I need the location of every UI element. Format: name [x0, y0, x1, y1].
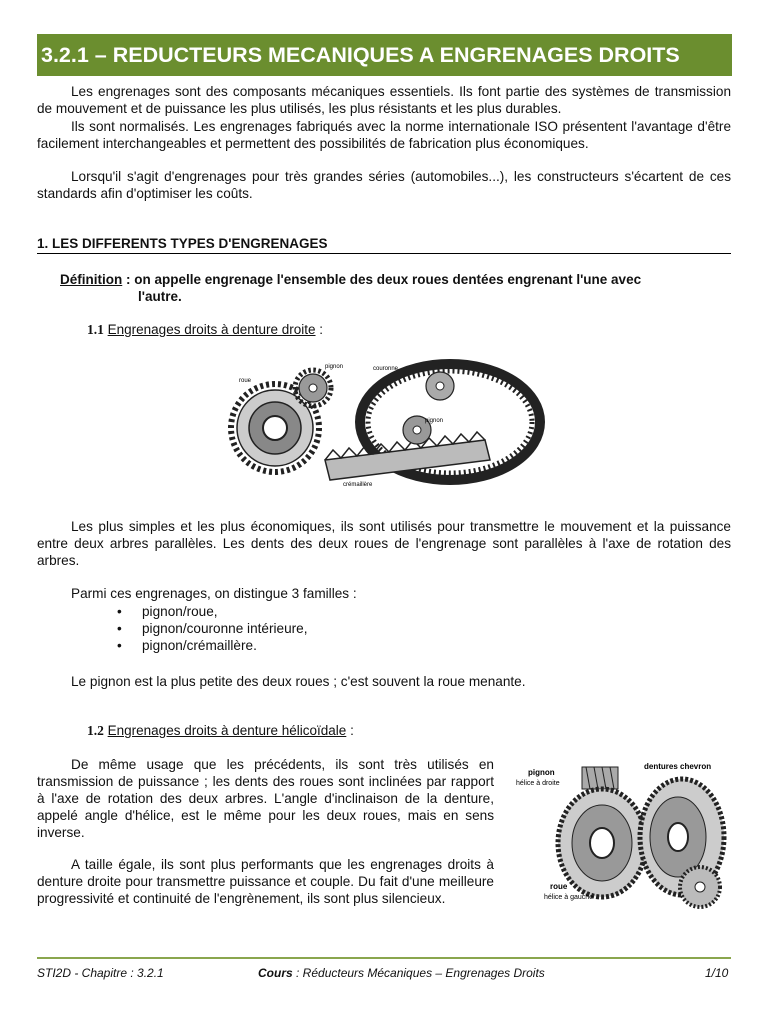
fig2-label-roue-sub: hélice à gauche: [544, 894, 594, 901]
list-item: • pignon/roue,: [117, 603, 308, 620]
chevron-gear-drawing: [640, 779, 724, 907]
families-intro: Parmi ces engrenages, on distingue 3 familles :: [71, 586, 357, 601]
footer-page-number: 1/10: [705, 966, 729, 980]
families-list: [117, 603, 308, 654]
definition-label: Définition: [60, 272, 123, 287]
fig2-label-roue: roue: [550, 882, 568, 891]
spur-gears-figure: [225, 350, 545, 510]
subsection-heading-1-1: [87, 322, 323, 338]
helical-gears-figure: [510, 755, 732, 915]
pignon-note: Le pignon est la plus petite des deux roues ; c'est souvent la roue menante.: [71, 674, 526, 689]
helical-paragraph-2: A taille égale, ils sont plus performants que les engrenages droits à denture droite pour transmettre puissance et couple. Du fait d'une meilleure progressivité et continuité de l'engrènement, ils sont plus silencieux.: [37, 857, 494, 906]
fig1-label-pignon: pignon: [325, 364, 344, 370]
intro-paragraph-2: Ils sont normalisés. Les engrenages fabriqués avec la norme internationale ISO présentent l'avantage d'être facilement interchangeables et permettent des possibilités de fabrication plus économiques.: [37, 119, 731, 151]
subsection-colon: :: [346, 723, 354, 738]
page-title: 3.2.1 – REDUCTEURS MECANIQUES A ENGRENAGES DROITS: [37, 34, 732, 76]
fig2-label-chevron: dentures chevron: [644, 762, 712, 771]
definition: [60, 271, 732, 305]
fig1-label-couronne: couronne: [373, 366, 399, 372]
subsection-heading-1-2: [87, 723, 354, 739]
subsection-title: Engrenages droits à denture hélicoïdale: [107, 723, 347, 738]
footer-course-label: Cours: [258, 966, 293, 980]
subsection-colon: :: [315, 322, 324, 337]
subsection-number: 1.1: [87, 322, 104, 337]
list-item: • pignon/couronne intérieure,: [117, 620, 308, 637]
fig2-label-pignon-sub: hélice à droite: [516, 780, 560, 787]
definition-text: : on appelle engrenage l'ensemble des deux roues dentées engrenant l'une avec: [122, 272, 642, 287]
fig1-label-roue: roue: [239, 378, 252, 384]
footer-course-title: : Réducteurs Mécaniques – Engrenages Droits: [292, 966, 545, 980]
footer-divider: [37, 957, 731, 959]
subsection-number: 1.2: [87, 723, 104, 738]
pignon-gear-drawing: [295, 370, 331, 406]
intro-paragraph-1: Les engrenages sont des composants mécaniques essentiels. Ils font partie des systèmes de transmission de mouvement et de puissance les plus utilisés, les plus résistants et les plus durables.: [37, 84, 731, 116]
helical-pignon-drawing: [582, 767, 618, 789]
section-title: 1. LES DIFFERENTS TYPES D'ENGRENAGES: [37, 236, 731, 254]
list-item: • pignon/crémaillère.: [117, 637, 308, 654]
footer-chapter: STI2D - Chapitre : 3.2.1: [37, 966, 164, 980]
helical-roue-drawing: [558, 789, 646, 897]
fig1-label-cremaillere: crémaillère: [343, 482, 373, 488]
definition-text-continued: l'autre.: [138, 289, 182, 304]
footer-course: [258, 966, 545, 980]
helical-paragraph-1: De même usage que les précédents, ils sont très utilisés en transmission de puissance ; les dents des roues sont inclinées par rapport à l'axe de rotation des deux arbres. L'angle d'inclinaison de la denture, appelé angle d'hélice, est le même pour les deux roues, mais en sens inverse.: [37, 757, 494, 840]
fig1-label-pignon-2: pignon: [425, 418, 444, 424]
spur-gear-description: Les plus simples et les plus économiques, ils sont utilisés pour transmettre le mouvement et la puissance entre deux arbres parallèles. Les dents des deux roues de l'engrenage sont parallèles à l'axe de rotation des arbres.: [37, 519, 731, 568]
subsection-title: Engrenages droits à denture droite: [107, 322, 316, 337]
fig2-label-pignon: pignon: [528, 768, 555, 777]
intro-paragraph-3: Lorsqu'il s'agit d'engrenages pour très grandes séries (automobiles...), les constructeurs s'écartent de ces standards afin d'optimiser les coûts.: [37, 169, 731, 201]
